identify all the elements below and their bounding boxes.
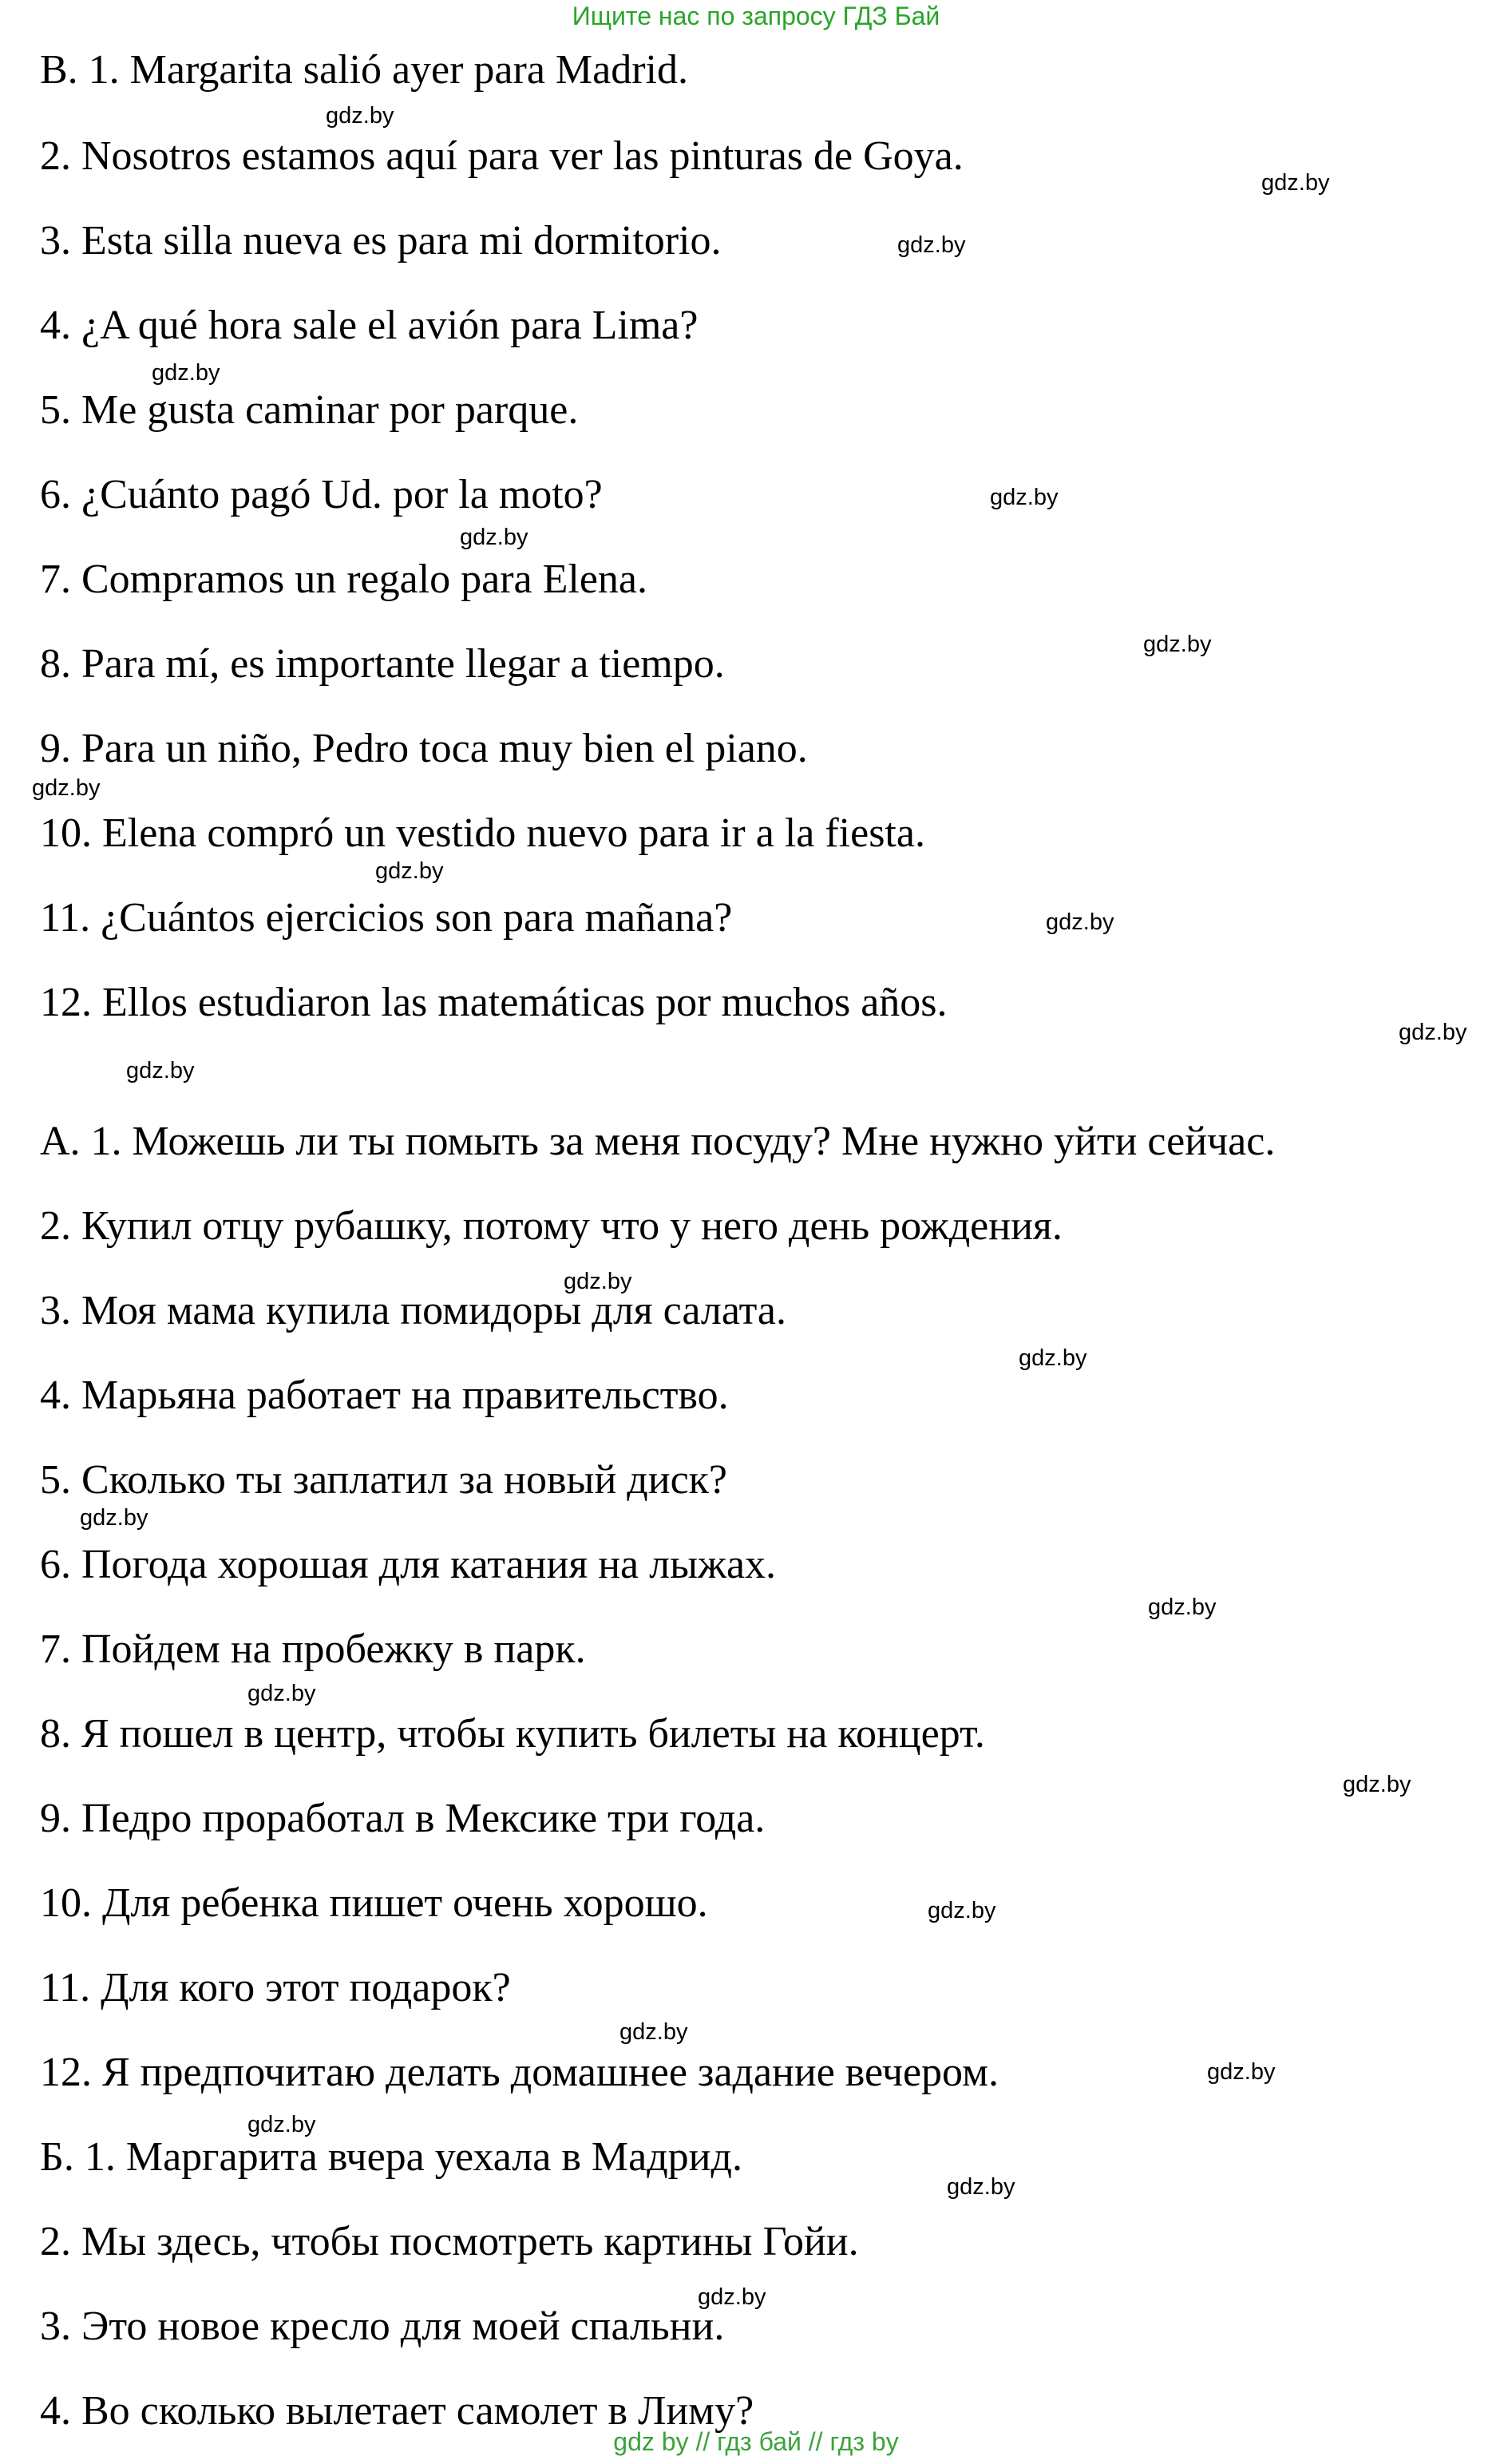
watermark: gdz.by bbox=[1399, 1020, 1467, 1045]
watermark: gdz.by bbox=[897, 232, 966, 258]
line-be-3: 3. Это новое кресло для моей спальни. bbox=[40, 2304, 725, 2349]
line-be-4: 4. Во сколько вылетает самолет в Лиму? bbox=[40, 2388, 754, 2434]
watermark: gdz.by bbox=[1207, 2059, 1276, 2085]
line-b-5: 5. Me gusta caminar por parque. bbox=[40, 387, 579, 433]
watermark: gdz.by bbox=[1261, 170, 1330, 196]
line-a-8: 8. Я пошел в центр, чтобы купить билеты на концерт. bbox=[40, 1711, 985, 1757]
line-a-5: 5. Сколько ты заплатил за новый диск? bbox=[40, 1457, 727, 1503]
line-b-8: 8. Para mí, es importante llegar a tiempo. bbox=[40, 641, 725, 687]
watermark: gdz.by bbox=[619, 2019, 688, 2045]
watermark: gdz.by bbox=[326, 103, 394, 129]
watermark: gdz.by bbox=[1046, 909, 1114, 935]
watermark: gdz.by bbox=[947, 2174, 1015, 2200]
watermark: gdz.by bbox=[1019, 1345, 1087, 1371]
watermark: gdz.by bbox=[247, 1681, 316, 1706]
line-b-6: 6. ¿Cuánto pagó Ud. por la moto? bbox=[40, 472, 603, 517]
line-a-10: 10. Для ребенка пишет очень хорошо. bbox=[40, 1880, 708, 1926]
line-b-10: 10. Elena compró un vestido nuevo para ir a la fiesta. bbox=[40, 810, 925, 856]
line-b-3: 3. Esta silla nueva es para mi dormitorio. bbox=[40, 218, 722, 263]
line-b-1: B. 1. Margarita salió ayer para Madrid. bbox=[40, 47, 688, 93]
watermark: gdz.by bbox=[375, 858, 444, 884]
watermark: gdz.by bbox=[460, 525, 528, 550]
line-a-2: 2. Купил отцу рубашку, потому что у него день рождения. bbox=[40, 1203, 1063, 1249]
watermark: gdz.by bbox=[928, 1898, 996, 1923]
watermark: gdz.by bbox=[990, 485, 1059, 510]
watermark: gdz.by bbox=[1143, 632, 1212, 657]
line-b-11: 11. ¿Cuántos ejercicios son para mañana? bbox=[40, 895, 733, 941]
watermark: gdz.by bbox=[698, 2284, 766, 2310]
watermark: gdz.by bbox=[1343, 1772, 1411, 1797]
line-a-1: A. 1. Можешь ли ты помыть за меня посуду? Мне нужно уйти сейчас. bbox=[40, 1119, 1276, 1164]
watermark: gdz.by bbox=[247, 2112, 316, 2137]
line-b-12: 12. Ellos estudiaron las matemáticas por muchos años. bbox=[40, 980, 948, 1025]
line-b-9: 9. Para un niño, Pedro toca muy bien el piano. bbox=[40, 726, 808, 771]
line-b-2: 2. Nosotros estamos aquí para ver las pinturas de Goya. bbox=[40, 133, 964, 179]
watermark: gdz.by bbox=[80, 1505, 148, 1531]
line-a-6: 6. Погода хорошая для катания на лыжах. bbox=[40, 1542, 777, 1587]
line-b-4: 4. ¿A qué hora sale el avión para Lima? bbox=[40, 303, 699, 348]
line-a-11: 11. Для кого этот подарок? bbox=[40, 1965, 511, 2010]
watermark: gdz.by bbox=[1148, 1594, 1217, 1620]
footer-links[interactable]: gdz by // гдз бай // гдз by bbox=[613, 2427, 899, 2456]
watermark: gdz.by bbox=[152, 360, 220, 386]
line-b-7: 7. Compramos un regalo para Elena. bbox=[40, 557, 647, 602]
line-a-12: 12. Я предпочитаю делать домашнее задание вечером. bbox=[40, 2050, 999, 2095]
line-be-2: 2. Мы здесь, чтобы посмотреть картины Гойи. bbox=[40, 2219, 859, 2264]
watermark: gdz.by bbox=[564, 1269, 632, 1294]
top-banner[interactable]: Ищите нас по запросу ГДЗ Бай bbox=[572, 2, 940, 30]
line-a-9: 9. Педро проработал в Мексике три года. bbox=[40, 1796, 766, 1841]
line-a-3: 3. Моя мама купила помидоры для салата. bbox=[40, 1288, 787, 1333]
watermark: gdz.by bbox=[32, 775, 101, 801]
line-be-1: Б. 1. Маргарита вчера уехала в Мадрид. bbox=[40, 2134, 742, 2180]
line-a-4: 4. Марьяна работает на правительство. bbox=[40, 1373, 729, 1418]
line-a-7: 7. Пойдем на пробежку в парк. bbox=[40, 1626, 586, 1672]
watermark: gdz.by bbox=[126, 1058, 195, 1083]
